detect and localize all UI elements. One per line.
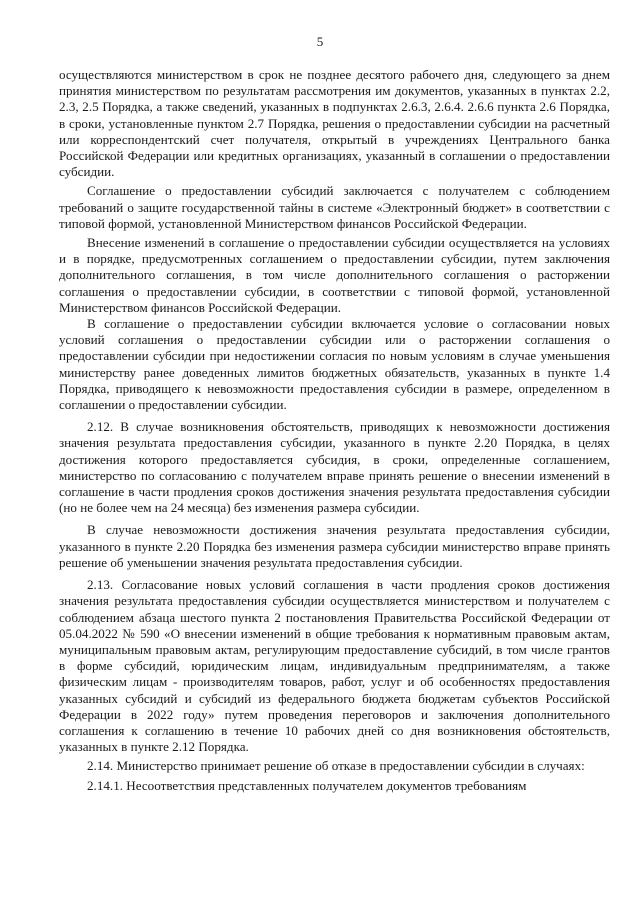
paragraph-2-12: 2.12. В случае возникновения обстоятельств, приводящих к невозможности достижения значения результата предоставления субсидии, указанного в пункте 2.20 Порядка, в целях достижения которого предоставляется субсидия, в сроки, определенные соглашением, министерство по согласованию с получателем вправе принять решение о внесении изменений в соглашение в части продления сроков достижения значения результата предоставления субсидии (но не более чем на 24 месяца) без изменения размера субсидии.	[59, 419, 610, 516]
paragraph-2-13: 2.13. Согласование новых условий соглашения в части продления сроков достижения значения результата предоставления субсидии осуществляется министерством и получателем с соблюдением абзаца шестого пункта 2 постановления Правительства Российской Федерации от 05.04.2022 № 590 «О внесении изменений в общие требования к нормативным правовым актам, муниципальным правовым актам, регулирующим предоставление субсидий, в том числе грантов в форме субсидий, юридическим лицам, индивидуальным предпринимателям, а также физическим лицам - производителям товаров, работ, услуг и об особенностях предоставления указанных субсидий и субсидий из федерального бюджета бюджетам субъектов Российской Федерации в 2022 году» путем проведения переговоров и заключения дополнительного соглашения к соглашению в течение 10 рабочих дней со дня возникновения обстоятельств, указанных в пункте 2.12 Порядка.	[59, 577, 610, 755]
paragraph-agreement-condition: В соглашение о предоставлении субсидии включается условие о согласовании новых условий соглашения о предоставлении субсидии или о расторжении соглашения о предоставлении субсидии при недостижении согласия по новым условиям в случае уменьшения министерству ранее доведенных лимитов бюджетных обязательств, указанных в пункте 1.4 Порядка, приводящего к невозможности предоставления субсидии в размере, определенном в соглашении о предоставлении субсидии.	[59, 316, 610, 413]
page-number: 5	[316, 34, 324, 49]
paragraph-2-14: 2.14. Министерство принимает решение об отказе в предоставлении субсидии в случаях:	[87, 758, 585, 774]
paragraph-agreement-conclusion: Соглашение о предоставлении субсидий заключается с получателем с соблюдением требований о защите государственной тайны в системе «Электронный бюджет» в соответствии с типовой формой, установленной Министерством финансов Российской Федерации.	[59, 183, 610, 231]
paragraph-continuation: осуществляются министерством в срок не позднее десятого рабочего дня, следующего за днем принятия министерством по результатам рассмотрения им документов, указанных в пунктах 2.2, 2.3, 2.5 Порядка, а также сведений, указанных в подпунктах 2.6.3, 2.6.4. 2.6.6 пункта 2.6 Порядка, в сроки, установленные пунктом 2.7 Порядка, решения о предоставлении субсидии на расчетный или корреспондентский счет получателя, открытый в учреждениях Центрального банка Российской Федерации или кредитных организациях, указанный в соглашении о предоставлении субсидии.	[59, 67, 610, 180]
paragraph-result-reduction: В случае невозможности достижения значения результата предоставления субсидии, указанного в пункте 2.20 Порядка без изменения размера субсидии министерство вправе принять решение об уменьшении значения результата предоставления субсидии.	[59, 522, 610, 570]
document-body	[59, 67, 610, 794]
paragraph-2-14-1: 2.14.1. Несоответствия представленных получателем документов требованиям	[87, 777, 527, 793]
paragraph-agreement-amendment: Внесение изменений в соглашение о предоставлении субсидии осуществляется на условиях и в порядке, предусмотренных соглашением о предоставлении субсидии, путем заключения дополнительного соглашения, в том числе дополнительного соглашения о расторжении соглашения о предоставлении субсидии, в соответствии с типовой формой, установленной Министерством финансов Российской Федерации.	[59, 235, 610, 315]
